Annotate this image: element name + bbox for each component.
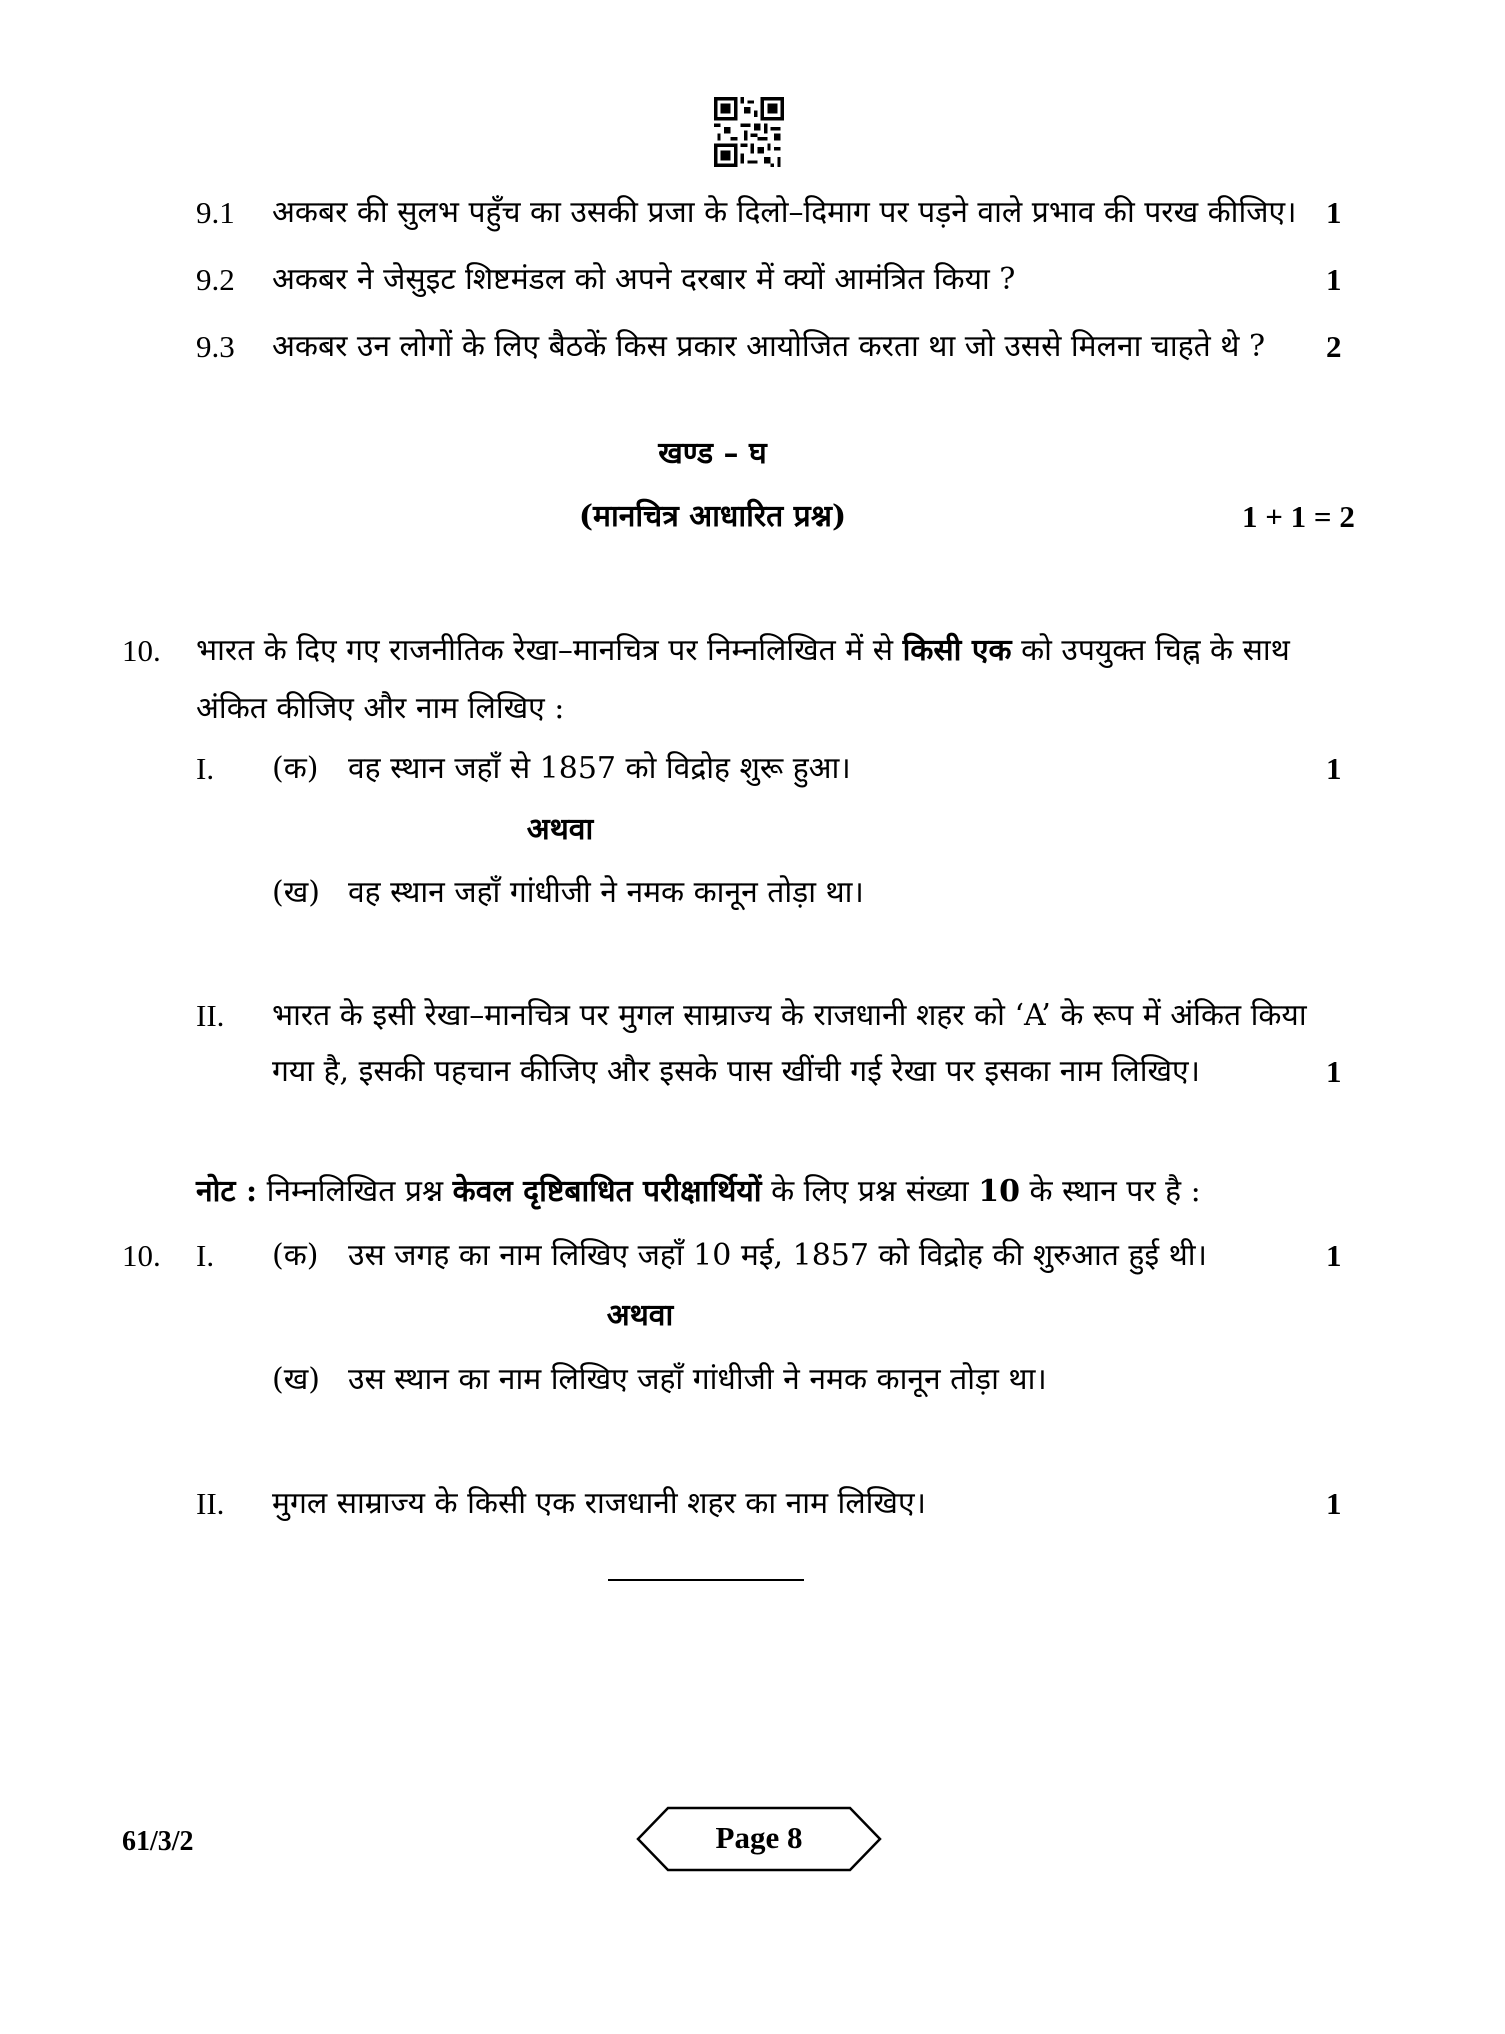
question-text-line: अंकित कीजिए और नाम लिखिए : [196, 691, 565, 726]
question-number: 9.1 [196, 195, 235, 230]
question-number: 9.2 [196, 262, 235, 297]
sub-question-label: I. [196, 751, 215, 786]
question-text-part: को उपयुक्त चिह्न के साथ [1011, 633, 1290, 668]
question-text-line: भारत के इसी रेखा–मानचित्र पर मुगल साम्राज्य के राजधानी शहर को ‘A’ के रूप में अंकित किया [272, 998, 1307, 1033]
question-marks: 2 [1326, 329, 1342, 364]
option-label: (ख) [272, 1362, 320, 1397]
question-number: 10. [122, 1238, 161, 1273]
question-marks: 1 [1326, 1486, 1342, 1521]
or-divider: अथवा [606, 1298, 674, 1333]
question-text-part: भारत के दिए गए राजनीतिक रेखा–मानचित्र पर निम्नलिखित में से [196, 633, 903, 668]
option-label: (क) [272, 751, 319, 786]
section-title: खण्ड – घ [658, 436, 767, 471]
question-number: 9.3 [196, 329, 235, 364]
section-marks: 1 + 1 = 2 [1242, 499, 1355, 534]
sub-question-label: I. [196, 1238, 215, 1273]
question-marks: 1 [1326, 1238, 1342, 1273]
option-text: उस स्थान का नाम लिखिए जहाँ गांधीजी ने नमक कानून तोड़ा था। [348, 1362, 1047, 1397]
sub-question-label: II. [196, 1486, 225, 1521]
note [196, 1172, 1201, 1212]
question-text: मुगल साम्राज्य के किसी एक राजधानी शहर का नाम लिखिए। [272, 1486, 926, 1521]
question-text: अकबर उन लोगों के लिए बैठकें किस प्रकार आयोजित करता था जो उससे मिलना चाहते थे ? [272, 329, 1266, 364]
question-text-line: गया है, इसकी पहचान कीजिए और इसके पास खींची गई रेखा पर इसका नाम लिखिए। [272, 1054, 1201, 1089]
note-text-part: निम्नलिखित प्रश्न [266, 1174, 453, 1209]
question-text [196, 631, 1290, 671]
option-label: (क) [272, 1238, 319, 1273]
option-text: वह स्थान जहाँ गांधीजी ने नमक कानून तोड़ा था। [348, 875, 864, 910]
question-text: अकबर ने जेसुइट शिष्टमंडल को अपने दरबार में क्यों आमंत्रित किया ? [272, 262, 1016, 297]
note-text-part: के स्थान पर है : [1019, 1174, 1201, 1209]
or-divider: अथवा [526, 812, 594, 847]
option-text: वह स्थान जहाँ से 1857 को विद्रोह शुरू हुआ। [348, 751, 851, 786]
question-text: अकबर की सुलभ पहुँच का उसकी प्रजा के दिलो–दिमाग पर पड़ने वाले प्रभाव की परख कीजिए। [272, 195, 1297, 230]
end-rule [608, 1579, 804, 1581]
emphasis-text: किसी एक [902, 633, 1012, 668]
paper-code: 61/3/2 [122, 1826, 194, 1857]
question-marks: 1 [1326, 1054, 1342, 1089]
sub-question-label: II. [196, 998, 225, 1033]
option-label: (ख) [272, 875, 320, 910]
qr-code-icon [714, 97, 784, 167]
question-marks: 1 [1326, 195, 1342, 230]
section-subtitle: (मानचित्र आधारित प्रश्न) [578, 499, 847, 534]
emphasis-text: केवल दृष्टिबाधित परीक्षार्थियों [452, 1174, 762, 1209]
note-label: नोट : [196, 1174, 258, 1209]
option-text: उस जगह का नाम लिखिए जहाँ 10 मई, 1857 को विद्रोह की शुरुआत हुई थी। [348, 1238, 1207, 1273]
question-marks: 1 [1326, 751, 1342, 786]
question-number: 10. [122, 633, 161, 668]
emphasis-number: 10 [978, 1174, 1020, 1209]
page-number: Page 8 [715, 1820, 803, 1855]
note-text-part: के लिए प्रश्न संख्या [761, 1174, 979, 1209]
question-marks: 1 [1326, 262, 1342, 297]
